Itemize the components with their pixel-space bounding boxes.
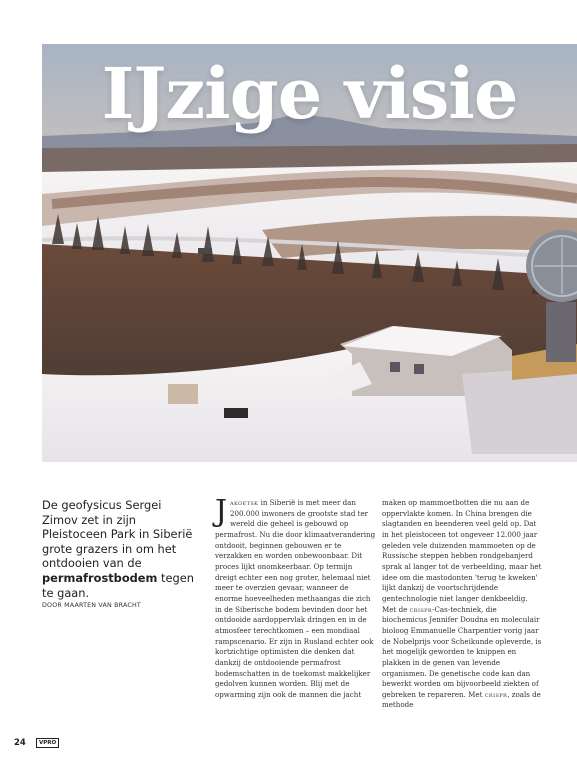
lede-text: De geofysicus Sergei Zimov zet in zijn Pleistoceen Park in Siberië grote grazers in om het ontdooien van de — [42, 498, 193, 571]
crispr-smallcaps-2: crispr — [484, 689, 508, 699]
magazine-logo: VPRO — [36, 738, 59, 748]
column2-body-3: , zoals de methode — [382, 689, 541, 710]
page-number: 24 — [14, 738, 26, 748]
lede-intro — [42, 498, 194, 600]
column2-body-2: -Cas-techniek, die biochemicus Jennifer Doudna en moleculair bioloog Emmanuelle Charpentier vorig jaar de Nobelprijs voor Scheikunde opleverde, is het mogelijk geworden te knippen en plakken in de genen van levende organismen. De genetische code kan dan bewerkt worden om bijvoorbeeld ziekten of gebreken te repareren. Met — [382, 604, 542, 699]
crispr-smallcaps: crispr — [409, 604, 433, 614]
page-title: IJzige visie — [101, 52, 518, 135]
byline: DOOR MAARTEN VAN BRACHT — [42, 602, 141, 609]
lede-text-end: tegen te gaan. — [42, 570, 194, 600]
article-paragraph — [215, 494, 376, 700]
column2-body-1: maken op mammoetbotten die nu aan de oppervlakte komen. In China brengen die slagtanden en beenderen veel geld op. Dat in het pleistoceen tot ongeveer 12.000 jaar geleden vele duizenden mammoeten op de Russische steppen hebben rondgebanjerd sprak al langer tot de verbeelding, maar het idee om die mastodonten 'terug te kweken' lijkt dankzij de voortschrijdende gentechnologie niet langer denkbeeldig. Met de — [382, 498, 542, 614]
lede-keyword: permafrostbodem — [42, 570, 158, 585]
article-column-1 — [215, 494, 376, 700]
opening-smallcaps: akoetsk — [230, 498, 259, 507]
column1-body: in Siberië is met meer dan 200.000 inwoners de grootste stad ter wereld die geheel is gebouwd op permafrost. Nu die door klimaatverandering ontdooit, beginnen gebouwen er te verzakken en worden onbewoonbaar. Dit proces lijkt onomkeerbaar. Op termijn dreigt echter een nog groter, helemaal niet meer te overzien gevaar, wanneer de enorme hoeveelheden methaangas die zich in de Siberische bodem bevinden door het ontdooide aardoppervlak dringen en in de atmosfeer terechtkomen – een mondiaal rampscenario. Er zijn in Rusland echter ook kortzichtige optimisten die denken dat dankzij de ontdooiende permafrost bodemschatten in de toekomst makkelijker gedolven kunnen worden. Blij met de opwarming zijn ook de mannen die jacht — [215, 498, 376, 699]
article-column-2 — [382, 498, 543, 711]
hero-photo — [42, 44, 577, 462]
article-paragraph — [382, 498, 543, 711]
drop-cap: J — [215, 494, 228, 529]
